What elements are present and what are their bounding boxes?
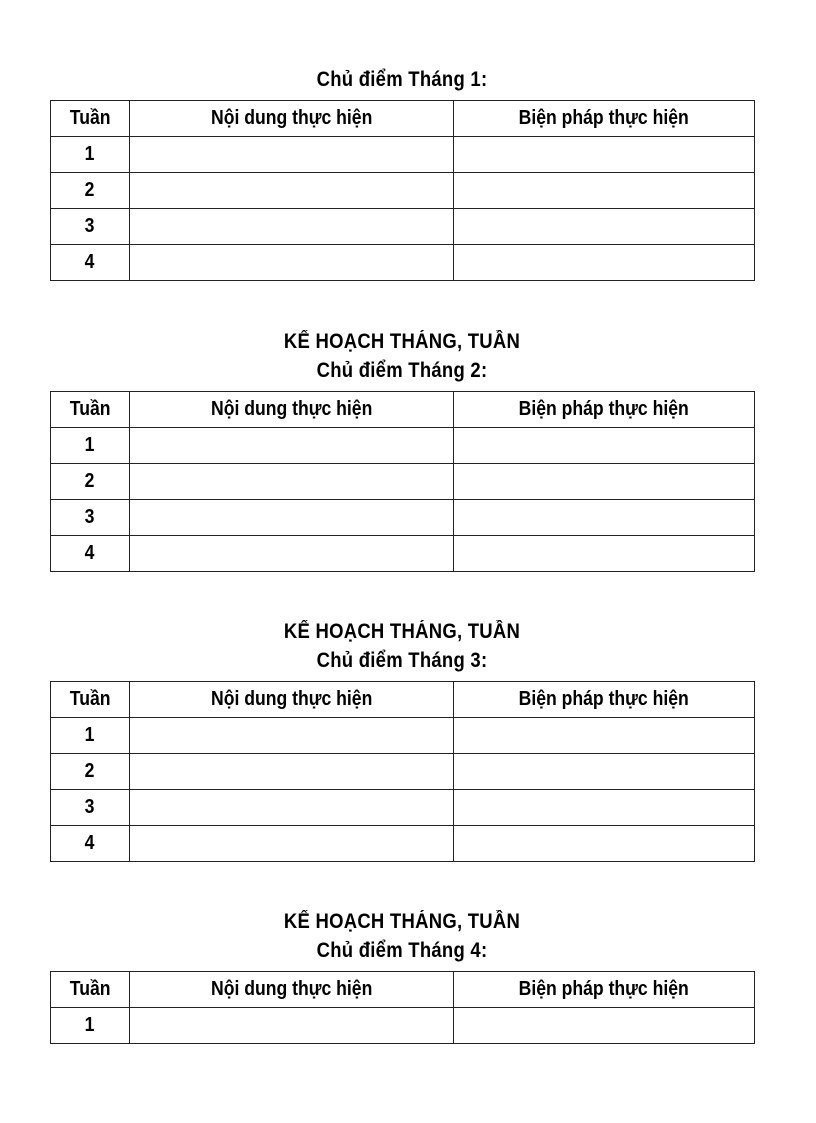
month-4-table [50,971,755,1044]
measures-cell[interactable] [454,536,755,572]
week-number: 2 [51,464,130,500]
measures-cell[interactable] [454,209,755,245]
table-header-row [51,972,755,1008]
week-number: 3 [51,500,130,536]
content-column-header: Nội dung thực hiện [130,972,454,1008]
month-2-section [50,324,754,572]
table-header-row [51,392,755,428]
month-4-section [50,904,754,1044]
content-cell[interactable] [130,137,454,173]
table-header-row [51,101,755,137]
week-number: 1 [51,718,130,754]
table-header-row [51,682,755,718]
week-number: 4 [51,245,130,281]
content-cell[interactable] [130,536,454,572]
content-cell[interactable] [130,173,454,209]
week-column-header: Tuần [51,101,130,137]
content-cell[interactable] [130,718,454,754]
measures-column-header: Biện pháp thực hiện [454,392,755,428]
measures-cell[interactable] [454,245,755,281]
week-number: 4 [51,826,130,862]
content-cell[interactable] [130,428,454,464]
table-row [51,464,755,500]
measures-cell[interactable] [454,428,755,464]
content-column-header: Nội dung thực hiện [130,392,454,428]
week-number: 4 [51,536,130,572]
measures-cell[interactable] [454,754,755,790]
week-column-header: Tuần [51,972,130,1008]
content-column-header: Nội dung thực hiện [130,682,454,718]
table-row [51,790,755,826]
week-column-header: Tuần [51,682,130,718]
week-column-header: Tuần [51,392,130,428]
table-row [51,137,755,173]
week-number: 3 [51,790,130,826]
plan-title: KẾ HOẠCH THÁNG, TUẦN [283,910,521,933]
table-row [51,245,755,281]
table-row [51,428,755,464]
table-row [51,718,755,754]
table-row [51,754,755,790]
table-row [51,536,755,572]
content-cell[interactable] [130,826,454,862]
week-number: 1 [51,137,130,173]
table-row [51,1008,755,1044]
week-number: 1 [51,428,130,464]
month-2-table [50,391,755,572]
table-row [51,209,755,245]
content-cell[interactable] [130,754,454,790]
month-3-table [50,681,755,862]
month-1-subtitle: Chủ điểm Tháng 1: [316,68,488,91]
measures-cell[interactable] [454,790,755,826]
measures-column-header: Biện pháp thực hiện [454,972,755,1008]
week-number: 2 [51,173,130,209]
measures-cell[interactable] [454,826,755,862]
measures-cell[interactable] [454,718,755,754]
content-cell[interactable] [130,245,454,281]
month-4-subtitle: Chủ điểm Tháng 4: [316,939,488,962]
week-number: 2 [51,754,130,790]
measures-cell[interactable] [454,464,755,500]
content-cell[interactable] [130,1008,454,1044]
content-cell[interactable] [130,209,454,245]
plan-title: KẾ HOẠCH THÁNG, TUẦN [283,620,521,643]
content-cell[interactable] [130,790,454,826]
month-3-section [50,614,754,862]
month-1-section [50,68,754,281]
table-row [51,500,755,536]
month-1-table [50,100,755,281]
month-2-subtitle: Chủ điểm Tháng 2: [316,359,488,382]
measures-cell[interactable] [454,500,755,536]
measures-column-header: Biện pháp thực hiện [454,682,755,718]
content-cell[interactable] [130,500,454,536]
week-number: 1 [51,1008,130,1044]
table-row [51,826,755,862]
measures-cell[interactable] [454,1008,755,1044]
content-cell[interactable] [130,464,454,500]
measures-column-header: Biện pháp thực hiện [454,101,755,137]
measures-cell[interactable] [454,173,755,209]
plan-title: KẾ HOẠCH THÁNG, TUẦN [283,330,521,353]
table-row [51,173,755,209]
measures-cell[interactable] [454,137,755,173]
month-3-subtitle: Chủ điểm Tháng 3: [316,649,488,672]
content-column-header: Nội dung thực hiện [130,101,454,137]
week-number: 3 [51,209,130,245]
